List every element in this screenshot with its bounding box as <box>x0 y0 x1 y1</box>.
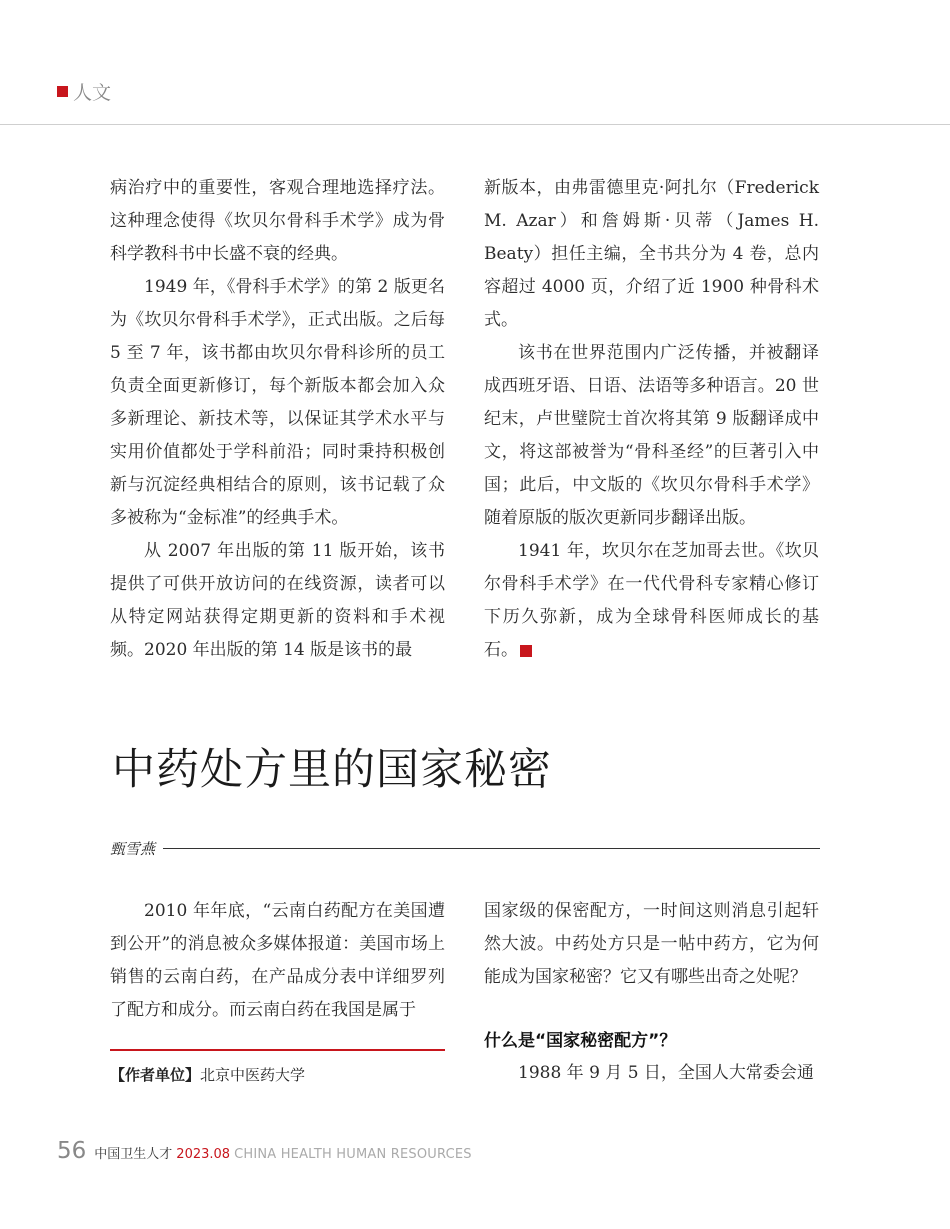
magazine-english-name: CHINA HEALTH HUMAN RESOURCES <box>234 1147 472 1162</box>
top-article-right-column <box>484 172 819 667</box>
page-number: 56 <box>57 1138 87 1164</box>
affiliation-divider <box>110 1049 445 1051</box>
section-square-icon <box>57 86 68 97</box>
author-name: 甄雪燕 <box>110 840 156 858</box>
end-mark-icon: 人 <box>520 645 532 657</box>
paragraph: 1949 年，《骨科手术学》的第 2 版更名为《坎贝尔骨科手术学》，正式出版。之后每 5 至 7 年，该书都由坎贝尔骨科诊所的员工负责全面更新修订，每个新版本都会加入众多新理论、新技术等，以保证其学术水平与实用价值都处于学科前沿；同时秉持积极创新与沉淀经典相结合的原则，该书记载了众多被称为“金标准”的经典手术。 <box>110 277 445 528</box>
paragraph: 国家级的保密配方，一时间这则消息引起轩然大波。中药处方只是一帖中药方，它为何能成为国家秘密？它又有哪些出奇之处呢？ <box>484 901 819 987</box>
top-article-left-column <box>110 172 445 667</box>
article-title: 中药处方里的国家秘密 <box>112 745 552 795</box>
byline-divider <box>163 848 820 849</box>
magazine-name: 中国卫生人才 <box>94 1147 173 1162</box>
article-right-column <box>484 895 819 994</box>
affiliation-value: 北京中医药大学 <box>200 1066 306 1084</box>
page-footer <box>57 1138 472 1164</box>
article-left-column <box>110 895 445 1027</box>
section-label: 人文 <box>73 82 112 104</box>
author-affiliation <box>110 1064 305 1085</box>
header-divider <box>0 124 950 125</box>
final-paragraph <box>484 535 819 667</box>
final-paragraph-text: 1941 年，坎贝尔在芝加哥去世。《坎贝尔骨科手术学》在一代代骨科专家精心修订下历久弥新，成为全球骨科医师成长的基石。 <box>484 541 819 660</box>
subheading-body <box>484 1057 819 1090</box>
affiliation-label: 【作者单位】 <box>110 1066 201 1084</box>
paragraph: 新版本，由弗雷德里克·阿扎尔（Frederick M. Azar）和詹姆斯·贝蒂（James H. Beaty）担任主编，全书共分为 4 卷，总内容超过 4000 页，介绍了近 1900 种骨科术式。 <box>484 178 819 330</box>
byline <box>110 838 820 859</box>
paragraph: 1988 年 9 月 5 日，全国人大常委会通 <box>518 1063 814 1083</box>
issue-number: 2023.08 <box>176 1147 231 1162</box>
paragraph: 该书在世界范围内广泛传播，并被翻译成西班牙语、日语、法语等多种语言。20 世纪末，卢世璧院士首次将其第 9 版翻译成中文，将这部被誉为“骨科圣经”的巨著引入中国；此后，中文版的《坎贝尔骨科手术学》随着原版的版次更新同步翻译出版。 <box>484 343 819 528</box>
subheading: 什么是“国家秘密配方”？ <box>484 1031 677 1051</box>
paragraph: 从 2007 年出版的第 11 版开始，该书提供了可供开放访问的在线资源，读者可以从特定网站获得定期更新的资料和手术视频。2020 年出版的第 14 版是该书的最 <box>110 541 445 660</box>
paragraph: 病治疗中的重要性，客观合理地选择疗法。这种理念使得《坎贝尔骨科手术学》成为骨科学教科书中长盛不衰的经典。 <box>110 178 445 264</box>
section-tag <box>57 78 111 105</box>
paragraph: 2010 年年底，“云南白药配方在美国遭到公开”的消息被众多媒体报道：美国市场上销售的云南白药，在产品成分表中详细罗列了配方和成分。而云南白药在我国是属于 <box>110 901 445 1020</box>
